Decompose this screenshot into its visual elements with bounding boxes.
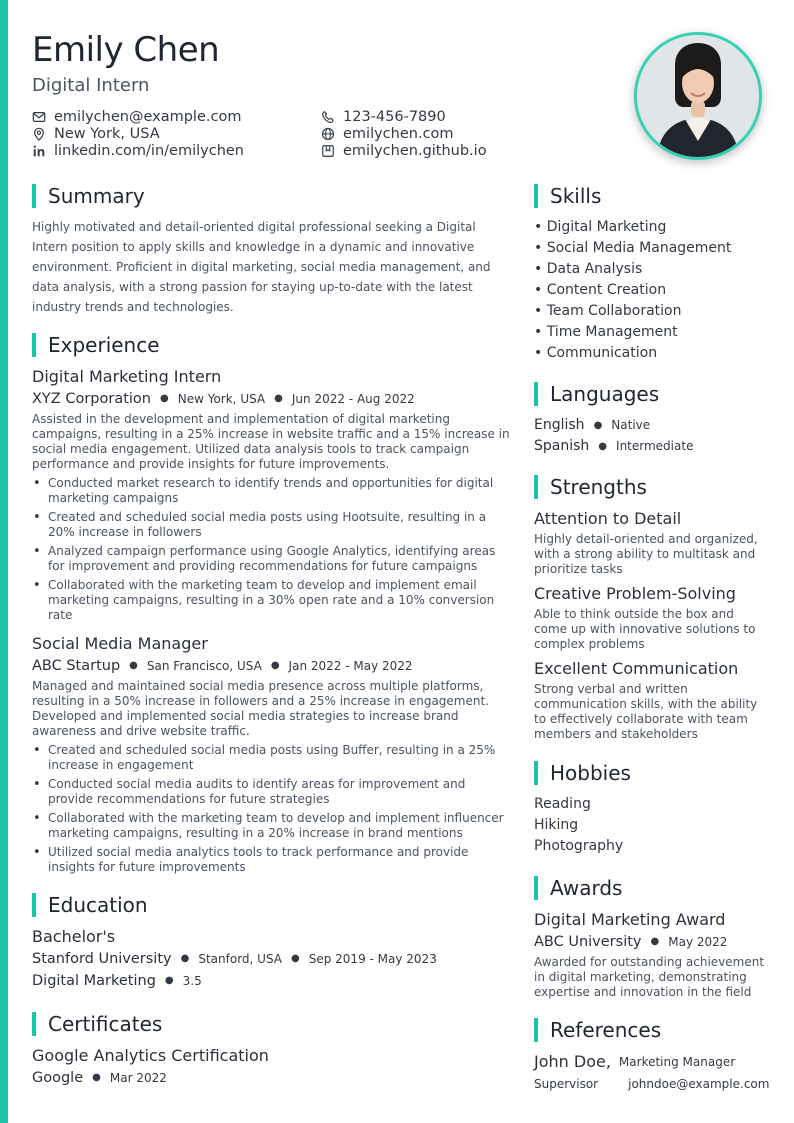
- job-location: New York, USA: [177, 392, 266, 406]
- separator-dot: ●: [598, 441, 608, 452]
- experience-entry: [32, 633, 512, 875]
- separator-dot: ●: [650, 936, 660, 947]
- job-title: Social Media Manager: [32, 634, 208, 653]
- section-accent-bar: [534, 1018, 538, 1042]
- job-location: San Francisco, USA: [146, 659, 262, 673]
- languages-heading: [534, 381, 770, 407]
- strength-item: [534, 508, 770, 577]
- right-column: [534, 183, 770, 1095]
- experience-entry: [32, 366, 512, 623]
- section-accent-bar: [534, 475, 538, 499]
- contact-website[interactable]: [321, 125, 487, 142]
- education-heading-label: Education: [48, 893, 148, 917]
- section-accent-bar: [534, 382, 538, 406]
- separator-dot: ●: [92, 1072, 101, 1083]
- phone-icon: [321, 110, 335, 124]
- hobbies-heading: [534, 760, 770, 786]
- certificate-issuer: Google: [32, 1070, 84, 1086]
- school-name: Stanford University: [32, 951, 172, 967]
- award-date: May 2022: [668, 935, 728, 949]
- experience-heading-label: Experience: [48, 333, 160, 357]
- job-title: Digital Marketing Intern: [32, 367, 222, 386]
- languages-heading-label: Languages: [550, 382, 660, 406]
- references-heading-label: References: [550, 1018, 662, 1042]
- candidate-name: Emily Chen: [32, 30, 220, 70]
- bullet-item: • Analyzed campaign performance using Google Analytics, identifying areas for improvement and providing recommendations for future campaigns: [32, 544, 512, 574]
- experience-heading: [32, 332, 512, 358]
- education-meta: [32, 948, 512, 970]
- phone-text: 123-456-7890: [343, 108, 446, 125]
- reference-email[interactable]: johndoe@example.com: [628, 1077, 770, 1091]
- section-accent-bar: [534, 761, 538, 785]
- bullet-item: • Collaborated with the marketing team to develop and implement influencer marketing campaigns, resulting in a 20% increase in brand mentions: [32, 811, 512, 841]
- award-title: Digital Marketing Award: [534, 910, 726, 929]
- language-level: Intermediate: [616, 439, 694, 453]
- summary-heading: [32, 183, 512, 209]
- language-item: [534, 436, 770, 457]
- job-dates: Jan 2022 - May 2022: [288, 659, 413, 673]
- contact-location: [32, 125, 244, 142]
- strength-description: Able to think outside the box and come up with innovative solutions to complex problems: [534, 607, 756, 651]
- skills-list: [534, 217, 770, 364]
- gpa-value: 3.5: [182, 974, 202, 988]
- website-text: emilychen.com: [343, 125, 454, 142]
- job-meta: [32, 655, 512, 677]
- award-issuer: ABC University: [534, 934, 642, 950]
- contact-email[interactable]: [32, 108, 244, 125]
- skill-item: • Content Creation: [534, 282, 667, 298]
- hobby-item: Photography: [534, 838, 624, 854]
- separator-dot: ●: [270, 660, 280, 671]
- globe-icon: [321, 127, 335, 141]
- language-name: Spanish: [534, 438, 590, 454]
- left-column: [32, 183, 512, 1089]
- bullet-item: • Conducted market research to identify trends and opportunities for digital marketing campaigns: [32, 476, 512, 506]
- separator-dot: ●: [180, 953, 190, 964]
- education-heading: [32, 892, 512, 918]
- envelope-icon: [32, 110, 46, 124]
- linkedin-icon: [32, 144, 46, 158]
- contact-github[interactable]: [321, 142, 487, 159]
- reference-position: Marketing Manager: [618, 1055, 736, 1069]
- contact-phone[interactable]: [321, 108, 487, 125]
- field-of-study: Digital Marketing: [32, 973, 156, 989]
- skills-heading: [534, 183, 770, 209]
- location-text: New York, USA: [54, 125, 160, 142]
- job-title-header: Digital Intern: [32, 75, 150, 96]
- summary-heading-label: Summary: [48, 184, 145, 208]
- strength-title: Excellent Communication: [534, 659, 739, 678]
- separator-dot: ●: [593, 420, 603, 431]
- degree-name: Bachelor's: [32, 927, 116, 946]
- education-dates: Sep 2019 - May 2023: [308, 952, 437, 966]
- separator-dot: ●: [274, 393, 283, 404]
- certificate-date: Mar 2022: [109, 1071, 167, 1085]
- separator-dot: ●: [160, 393, 169, 404]
- email-text: emilychen@example.com: [54, 108, 242, 125]
- strength-description: Highly detail-oriented and organized, with a strong ability to multitask and prioritize tasks: [534, 532, 758, 576]
- section-accent-bar: [32, 184, 36, 208]
- certificates-heading-label: Certificates: [48, 1012, 163, 1036]
- reference-relation: Supervisor: [534, 1077, 599, 1091]
- awards-heading: [534, 875, 770, 901]
- strengths-heading: [534, 474, 770, 500]
- certificate-name: Google Analytics Certification: [32, 1046, 269, 1065]
- language-item: [534, 415, 770, 436]
- job-description: Managed and maintained social media presence across multiple platforms, resulting in a 50% increase in followers and a 25% increase in engagement. Developed and implemented social media strategies to increase brand awareness and drive website traffic.: [32, 679, 489, 738]
- award-meta: [534, 931, 770, 953]
- language-name: English: [534, 417, 585, 433]
- section-accent-bar: [32, 893, 36, 917]
- reference-name-row: [534, 1051, 770, 1073]
- hobbies-heading-label: Hobbies: [550, 761, 631, 785]
- map-pin-icon: [32, 127, 46, 141]
- school-location: Stanford, USA: [198, 952, 282, 966]
- skill-item: • Data Analysis: [534, 261, 643, 277]
- job-bullets: [32, 743, 512, 875]
- skill-item: • Social Media Management: [534, 240, 732, 256]
- skills-heading-label: Skills: [550, 184, 602, 208]
- job-description: Assisted in the development and implementation of digital marketing campaigns, resulting in a 25% increase in website traffic and a 15% increase in social media engagement. Utilized data analysis tools to track campaign performance and provide insights for future improvements.: [32, 412, 510, 471]
- certificate-meta: [32, 1067, 512, 1089]
- strength-item: [534, 583, 770, 652]
- strength-description: Strong verbal and written communication skills, with the ability to effectively collaborate with team members and stakeholders: [534, 682, 758, 741]
- strength-item: [534, 658, 770, 742]
- job-meta: [32, 388, 512, 410]
- skill-item: • Team Collaboration: [534, 303, 682, 319]
- section-accent-bar: [534, 876, 538, 900]
- skill-item: • Time Management: [534, 324, 678, 340]
- separator-dot: ●: [129, 660, 138, 671]
- strength-title: Creative Problem-Solving: [534, 584, 736, 603]
- separator-dot: ●: [164, 975, 174, 986]
- bullet-item: • Conducted social media audits to identify areas for improvement and provide recommendations for future strategies: [32, 777, 512, 807]
- strengths-heading-label: Strengths: [550, 475, 647, 499]
- strength-title: Attention to Detail: [534, 509, 682, 528]
- certificates-heading: [32, 1011, 512, 1037]
- linkedin-text: linkedin.com/in/emilychen: [54, 142, 244, 159]
- bullet-item: • Created and scheduled social media posts using Hootsuite, resulting in a 20% increase in followers: [32, 510, 512, 540]
- bullet-item: • Utilized social media analytics tools to track performance and provide insights for future improvements: [32, 845, 512, 875]
- profile-photo-image: [637, 35, 759, 157]
- references-heading: [534, 1017, 770, 1043]
- reference-detail-row: [534, 1073, 770, 1095]
- profile-photo: [634, 32, 762, 160]
- awards-heading-label: Awards: [550, 876, 623, 900]
- education-field-row: [32, 970, 512, 992]
- hobbies-list: [534, 794, 770, 857]
- skill-item: • Digital Marketing: [534, 219, 667, 235]
- skill-item: • Communication: [534, 345, 658, 361]
- job-dates: Jun 2022 - Aug 2022: [291, 392, 415, 406]
- bookmark-icon: [321, 144, 335, 158]
- reference-name: John Doe,: [534, 1052, 611, 1071]
- job-bullets: [32, 476, 512, 623]
- contact-linkedin[interactable]: [32, 142, 244, 159]
- hobby-item: Reading: [534, 796, 591, 812]
- section-accent-bar: [534, 184, 538, 208]
- contact-column-left: [32, 108, 244, 159]
- separator-dot: ●: [291, 953, 300, 964]
- section-accent-bar: [32, 1012, 36, 1036]
- company-name: XYZ Corporation: [32, 391, 151, 407]
- award-description: Awarded for outstanding achievement in digital marketing, demonstrating expertise and innovation in the field: [534, 955, 765, 999]
- accent-bar: [0, 0, 8, 1123]
- summary-text: Highly motivated and detail-oriented digital professional seeking a Digital Intern position to apply skills and knowledge in a dynamic and innovative environment. Proficient in digital marketing, social media management, and data analysis, with a strong passion for staying up-to-date with the latest industry trends and technologies.: [32, 220, 491, 314]
- bullet-item: • Collaborated with the marketing team to develop and implement email marketing campaigns, resulting in a 30% open rate and a 10% conversion rate: [32, 578, 512, 623]
- company-name: ABC Startup: [32, 658, 121, 674]
- language-level: Native: [611, 418, 651, 432]
- bullet-item: • Created and scheduled social media posts using Buffer, resulting in a 25% increase in engagement: [32, 743, 512, 773]
- github-text: emilychen.github.io: [343, 142, 487, 159]
- hobby-item: Hiking: [534, 817, 579, 833]
- section-accent-bar: [32, 333, 36, 357]
- contact-column-right: [321, 108, 487, 159]
